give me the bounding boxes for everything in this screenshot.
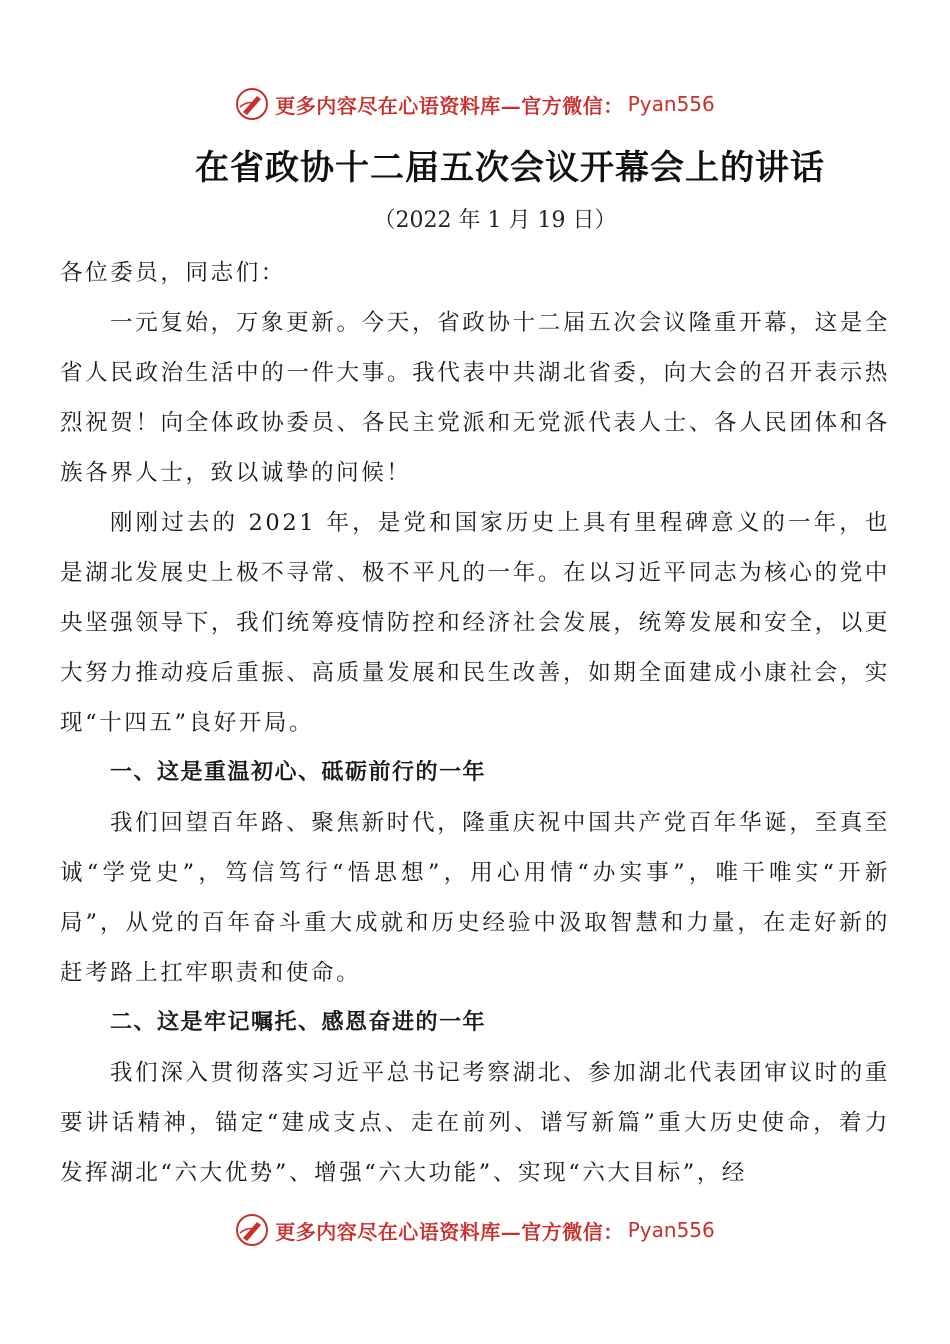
document-body (60, 248, 890, 1198)
watermark-top (0, 84, 950, 124)
paragraph-1: 一元复始，万象更新。今天，省政协十二届五次会议隆重开幕，这是全省人民政治生活中的一件大事。我代表中共湖北省委，向大会的召开表示热烈祝贺！向全体政协委员、各民主党派和无党派代表人士、各人民团体和各族各界人士，致以诚挚的问候！ (60, 310, 890, 486)
paragraph-2: 刚刚过去的 2021 年，是党和国家历史上具有里程碑意义的一年，也是湖北发展史上极不寻常、极不平凡的一年。在以习近平同志为核心的党中央坚强领导下，我们统筹疫情防控和经济社会发展，统筹发展和安全，以更大努力推动疫后重振、高质量发展和民生改善，如期全面建成小康社会，实现“十四五”良好开局。 (60, 510, 890, 736)
watermark-id: Pyan556 (627, 1218, 715, 1242)
section-1-text: 我们回望百年路、聚焦新时代，隆重庆祝中国共产党百年华诞，至真至诚“学党史”，笃信笃行“悟思想”，用心用情“办实事”，唯干唯实“开新局”，从党的百年奋斗重大成就和历史经验中汲取智慧和力量，在走好新的赶考路上扛牢职责和使命。 (60, 810, 890, 986)
salutation: 各位委员，同志们： (60, 260, 286, 286)
document-date: （2022 年 1 月 19 日） (373, 208, 617, 233)
section-heading-1: 一、这是重温初心、砥砺前行的一年 (110, 760, 487, 785)
section-2-text: 我们深入贯彻落实习近平总书记考察湖北、参加湖北代表团审议时的重要讲话精神，锚定“建成支点、走在前列、谱写新篇”重大历史使命，着力发挥湖北“六大优势”、增强“六大功能”、实现“六大目标”，经 (60, 1060, 890, 1186)
section-heading-2: 二、这是牢记嘱托、感恩奋进的一年 (110, 1010, 487, 1035)
watermark-id: Pyan556 (627, 92, 715, 116)
pen-logo-icon (235, 1213, 269, 1247)
pen-logo-icon (235, 87, 269, 121)
watermark-text: 更多内容尽在心语资料库—官方微信： (275, 1219, 624, 1244)
watermark-text: 更多内容尽在心语资料库—官方微信： (275, 93, 624, 118)
document-title: 在省政协十二届五次会议开幕会上的讲话 (195, 148, 825, 188)
watermark-bottom (0, 1210, 950, 1250)
